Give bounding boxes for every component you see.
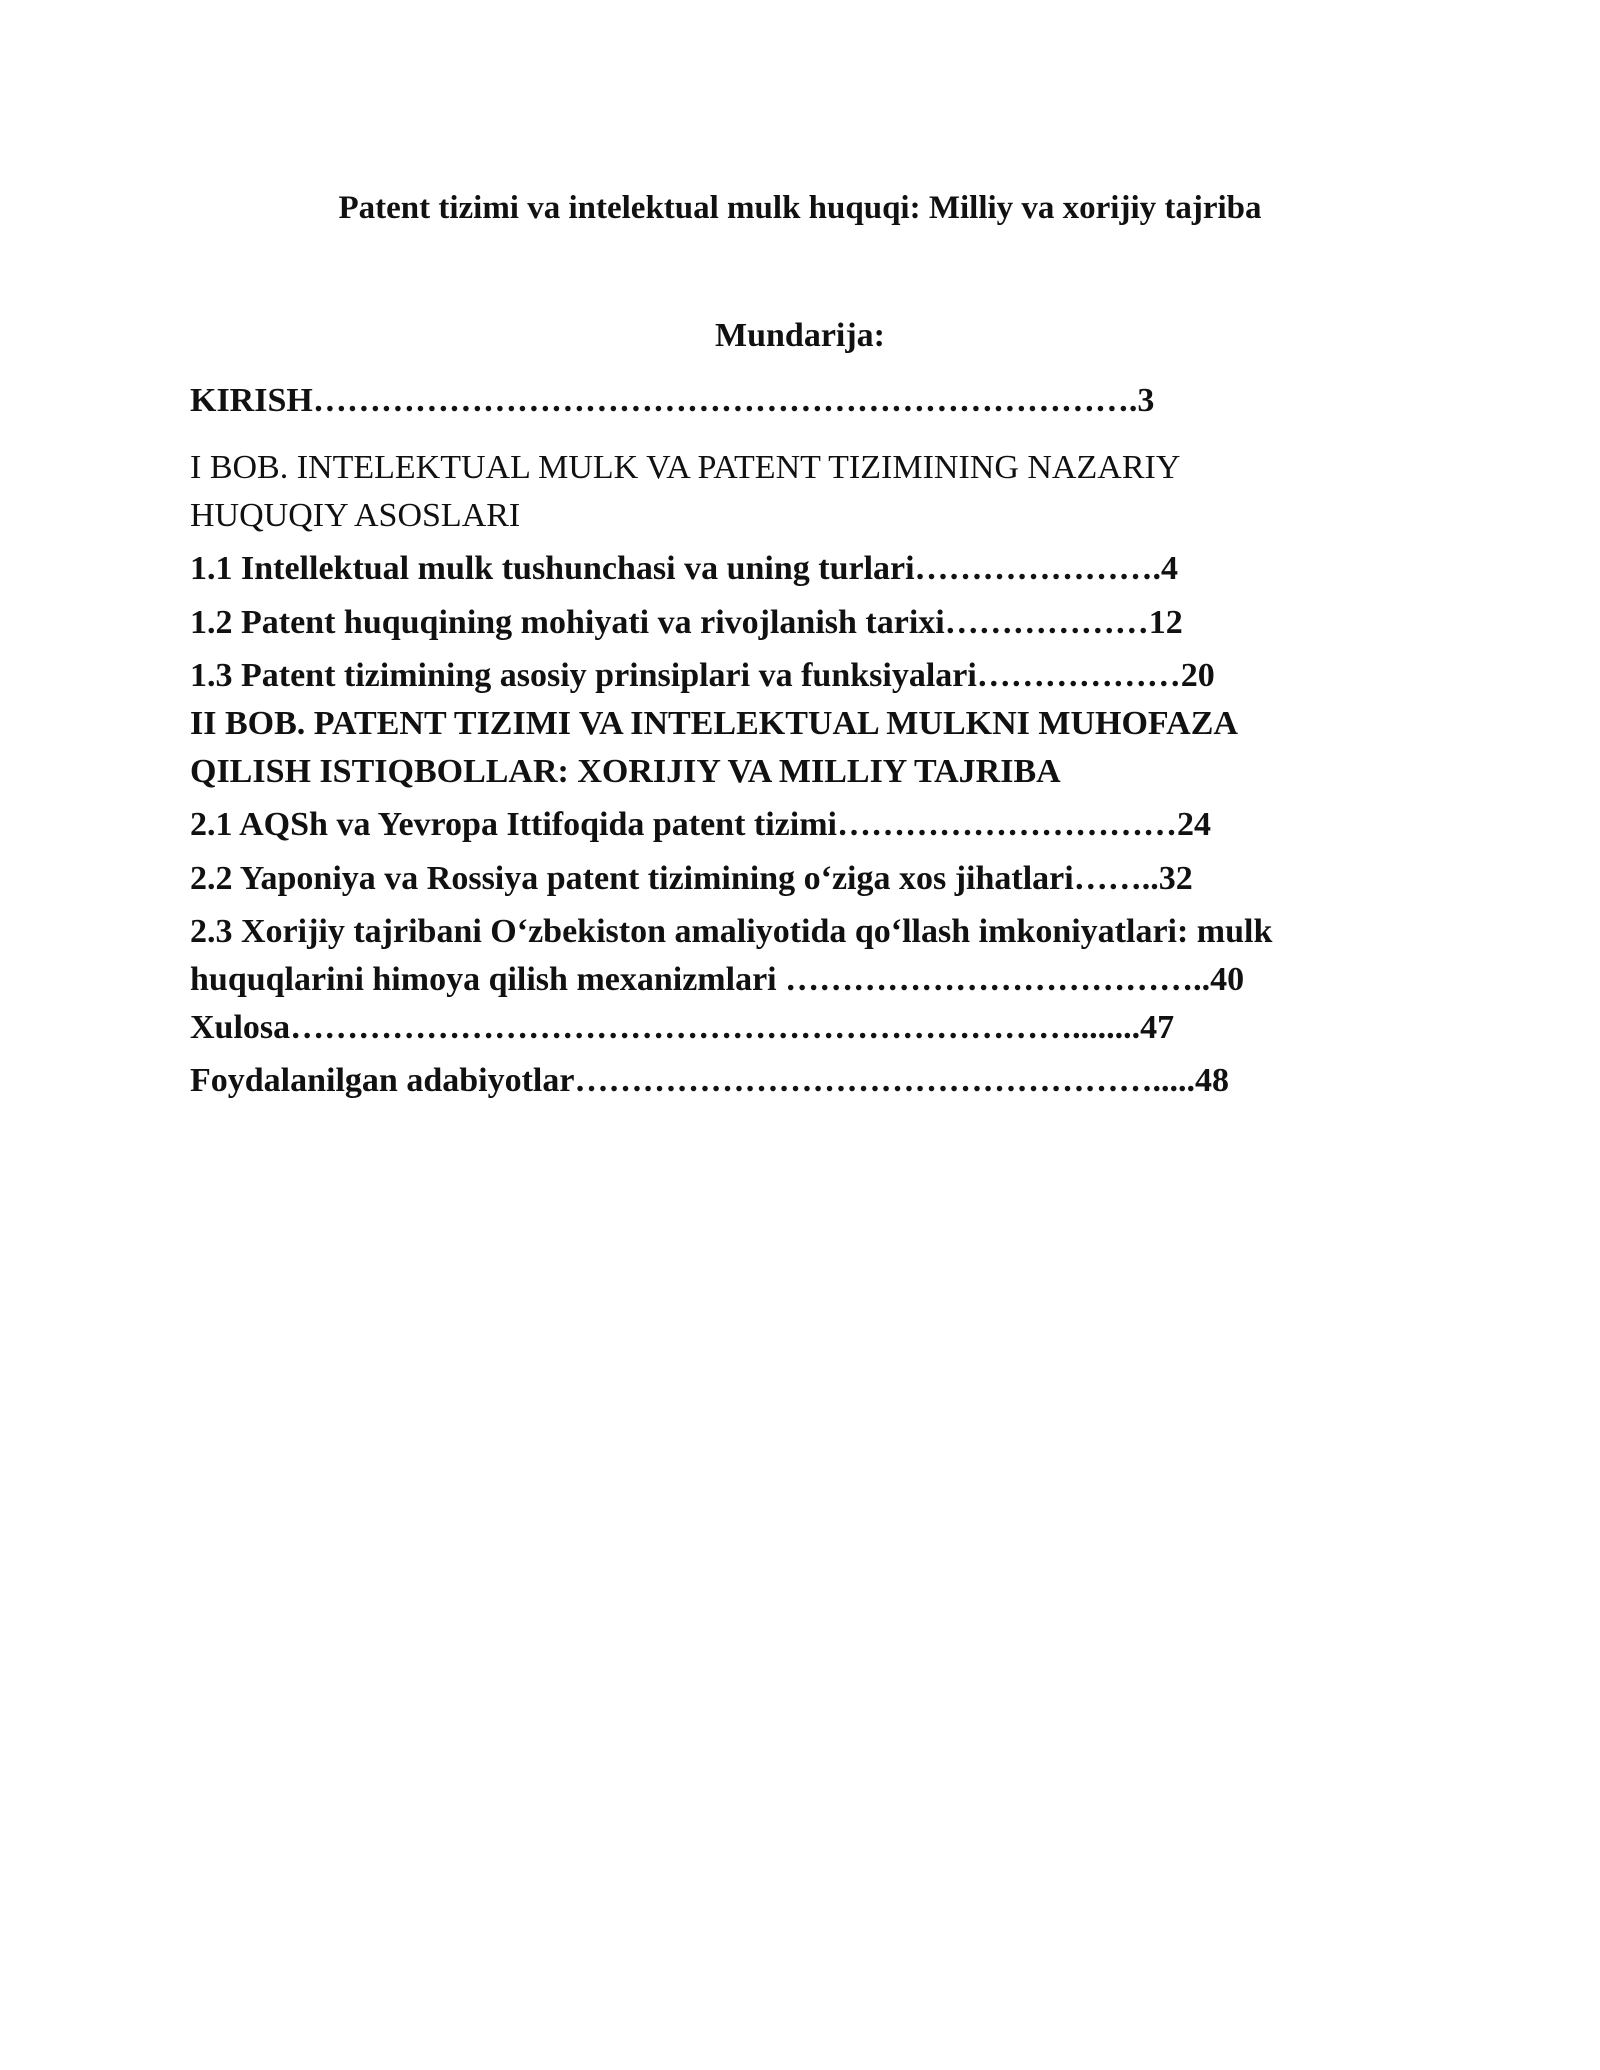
- toc-chapter-1-line-1: I BOB. INTELEKTUAL MULK VA PATENT TIZIMINING NAZARIY: [190, 449, 1181, 486]
- document-title: Patent tizimi va intelektual mulk huquqi: Milliy va xorijiy tajriba: [338, 190, 1262, 226]
- toc-item-2-2: 2.2 Yaponiya va Rossiya patent tizimining o‘ziga xos jihatlari……..32: [190, 860, 1193, 897]
- toc-item-2-3-line-1: 2.3 Xorijiy tajribani O‘zbekiston amaliyotida qo‘llash imkoniyatlari: mulk: [190, 913, 1273, 950]
- toc-chapter-1-line-2: HUQUQIY ASOSLARI: [190, 497, 521, 534]
- toc-item-kirish: KIRISH……………………………………………………………….3: [190, 382, 1155, 419]
- toc-item-1-2: 1.2 Patent huquqining mohiyati va rivojlanish tarixi………………12: [190, 604, 1183, 641]
- toc-item-1-1: 1.1 Intellektual mulk tushunchasi va uning turlari………………….4: [190, 550, 1179, 587]
- toc-chapter-2-line-2: QILISH ISTIQBOLLAR: XORIJIY VA MILLIY TAJRIBA: [190, 753, 1061, 790]
- toc-heading: Mundarija:: [715, 317, 885, 354]
- toc-item-xulosa: Xulosa……………………………………………………………........47: [190, 1009, 1175, 1046]
- toc-item-2-3-line-2: huquqlarini himoya qilish mexanizmlari ………………………………..40: [190, 961, 1245, 998]
- toc-item-1-3: 1.3 Patent tizimining asosiy prinsiplari va funksiyalari………………20: [190, 657, 1215, 694]
- toc-item-adabiyotlar: Foydalanilgan adabiyotlar…………………………………………….....48: [190, 1062, 1229, 1099]
- toc-chapter-2-line-1: II BOB. PATENT TIZIMI VA INTELEKTUAL MULKNI MUHOFAZA: [190, 705, 1238, 742]
- toc-item-2-1: 2.1 AQSh va Yevropa Ittifoqida patent tizimi…………………………24: [190, 806, 1211, 843]
